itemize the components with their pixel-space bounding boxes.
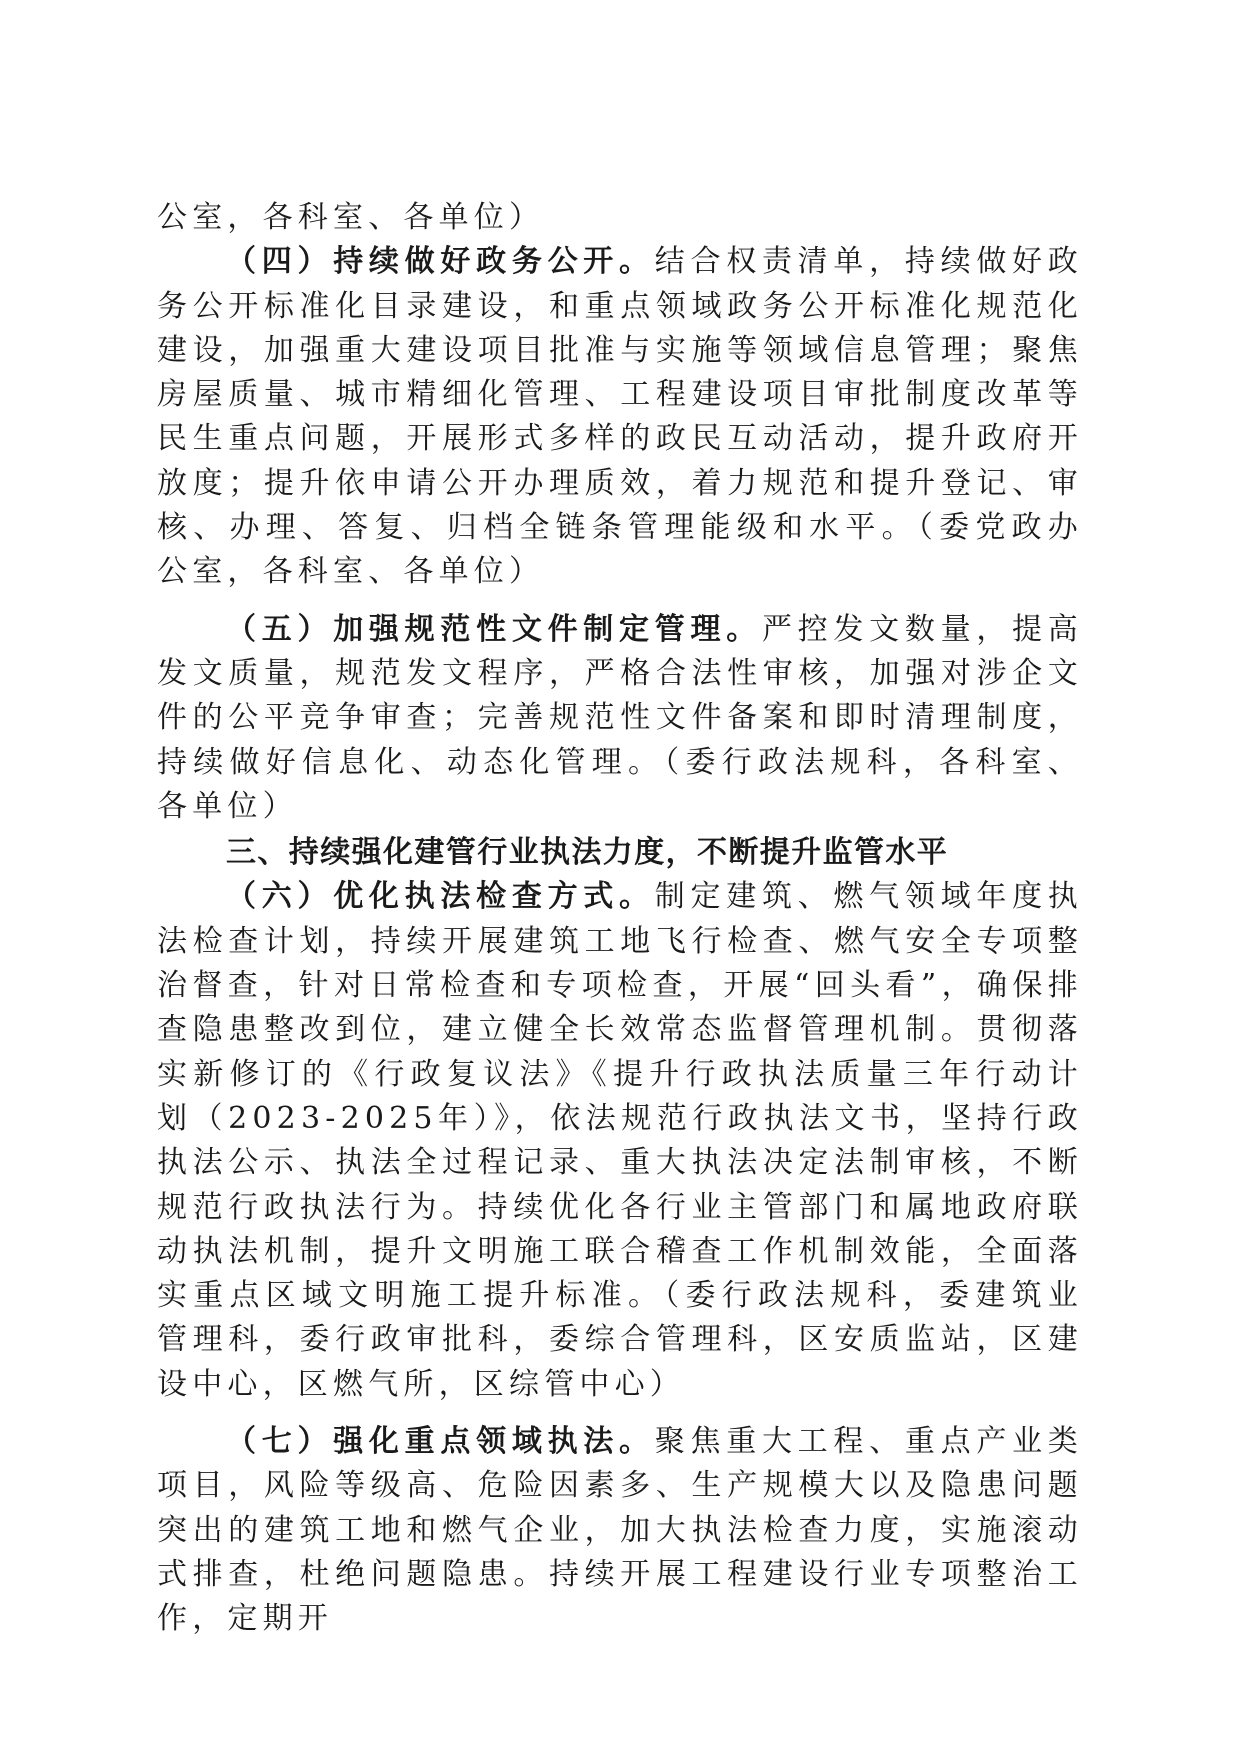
section-heading: 三、持续强化建管行业执法力度，不断提升监管水平 bbox=[226, 835, 949, 871]
paragraph-text: 结合权责清单，持续做好政务公开标准化目录建设，和重点领域政务公开标准化规范化建设，加强重大建设项目批准与实施等领域信息管理；聚焦房屋质量、城市精细化管理、工程建设项目审批制度改革等民生重点问题，开展形式多样的政民互动活动，提升政府开放度；提升依申请公开办理质效，着力规范和提升登记、审核、办理、答复、归档全链条管理能级和水平。（委党政办公室，各科室、各单位） bbox=[157, 244, 1083, 590]
paragraph-lead: （六）优化执法检查方式。 bbox=[226, 879, 655, 915]
paragraph-text: 制定建筑、燃气领域年度执法检查计划，持续开展建筑工地飞行检查、燃气安全专项整治督查，针对日常检查和专项检查，开展“回头看”，确保排查隐患整改到位，建立健全长效常态监督管理机制。贯彻落实新修订的《行政复议法》《提升行政执法质量三年行动计划（2023-2025年）》，依法规范行政执法文书，坚持行政执法公示、执法全过程记录、重大执法决定法制审核，不断规范行政执法行为。持续优化各行业主管部门和属地政府联动执法机制，提升文明施工联合稽查工作机制效能，全面落实重点区域文明施工提升标准。（委行政法规科，委建筑业管理科，委行政审批科，委综合管理科，区安质监站，区建设中心，区燃气所，区综管中心） bbox=[157, 879, 1083, 1402]
paragraph-item-7 bbox=[157, 1420, 1083, 1641]
paragraph-text: 严控发文数量，提高发文质量，规范发文程序，严格合法性审核，加强对涉企文件的公平竞争审查；完善规范性文件备案和即时清理制度，持续做好信息化、动态化管理。（委行政法规科，各科室、各单位） bbox=[157, 611, 1083, 824]
paragraph-text: 聚焦重大工程、重点产业类项目，风险等级高、危险因素多、生产规模大以及隐患问题突出的建筑工地和燃气企业，加大执法检查力度，实施滚动式排查，杜绝问题隐患。持续开展工程建设行业专项整治工作，定期开 bbox=[157, 1424, 1083, 1637]
paragraph-lead: （五）加强规范性文件制定管理。 bbox=[226, 611, 762, 647]
paragraph-lead: （四）持续做好政务公开。 bbox=[226, 244, 655, 280]
paragraph-item-4 bbox=[157, 240, 1083, 594]
paragraph-text: 公室，各科室、各单位） bbox=[157, 200, 545, 235]
paragraph-item-5 bbox=[157, 608, 1083, 829]
paragraph-lead: （七）强化重点领域执法。 bbox=[226, 1424, 655, 1460]
paragraph-item-6 bbox=[157, 875, 1083, 1407]
paragraph-continuation bbox=[157, 196, 1083, 240]
document-body bbox=[157, 196, 1083, 1642]
